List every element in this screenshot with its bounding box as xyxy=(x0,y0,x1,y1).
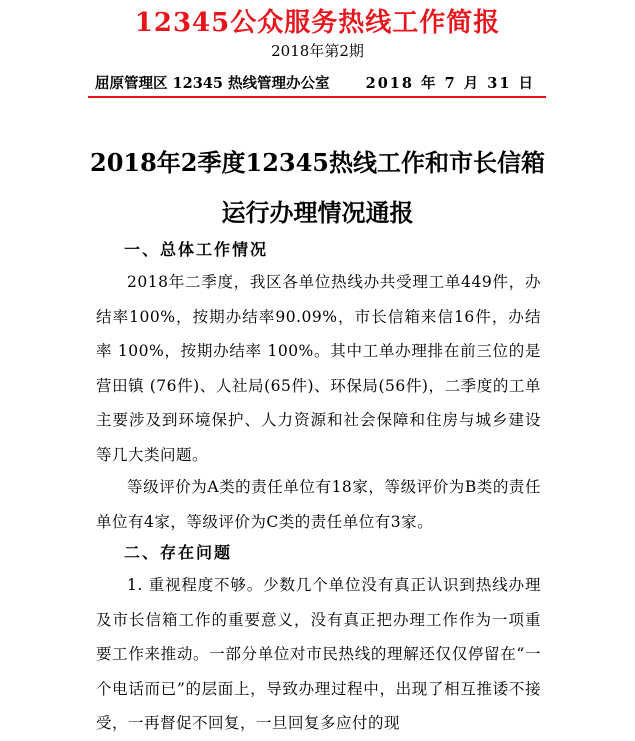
section2-heading: 二、存在问题 xyxy=(124,543,233,562)
masthead-title: 12345公众服务热线工作简报 xyxy=(134,8,501,38)
section1-heading: 一、总体工作情况 xyxy=(124,240,269,259)
section2-paragraph1: 1. 重视程度不够。少数几个单位没有真正认识到热线办理及市长信箱工作的重要意义，没有真正把办理工作作为一项重要工作来推动。一部分单位对市民热线的理解还仅仅停留在“一个电话而已”的层面上，导致办理过程中，出现了相互推诿不接受，一再督促不回复，一旦回复多应付的现 xyxy=(96,576,541,732)
issuer: 屈原管理区 12345 热线管理办公室 xyxy=(95,75,330,92)
article-title-line2: 运行办理情况通报 xyxy=(221,198,414,227)
article-title-line1: 2018年2季度12345热线工作和市长信箱 xyxy=(90,148,545,177)
issue-number: 2018年第2期 xyxy=(271,42,364,60)
section1-paragraph2: 等级评价为A类的责任单位有18家，等级评价为B类的责任单位有4家，等级评价为C类的责任单位有3家。 xyxy=(96,478,541,531)
section1-paragraph1: 2018年二季度，我区各单位热线办共受理工单449件，办结率100%，按期办结率90.09%，市长信箱来信16件，办结率 100%，按期办结率 100%。其中工单办理排在前三位的是营田镇 (76件)、人社局(65件)、环保局(56件)，二季度的工单主要涉及到环境保护、人力资源和社会保障和住房与城乡建设等几大类问题。 xyxy=(96,273,541,464)
red-rule-divider xyxy=(88,96,546,98)
issue-date: 2018 年 7 月 31 日 xyxy=(365,75,535,92)
